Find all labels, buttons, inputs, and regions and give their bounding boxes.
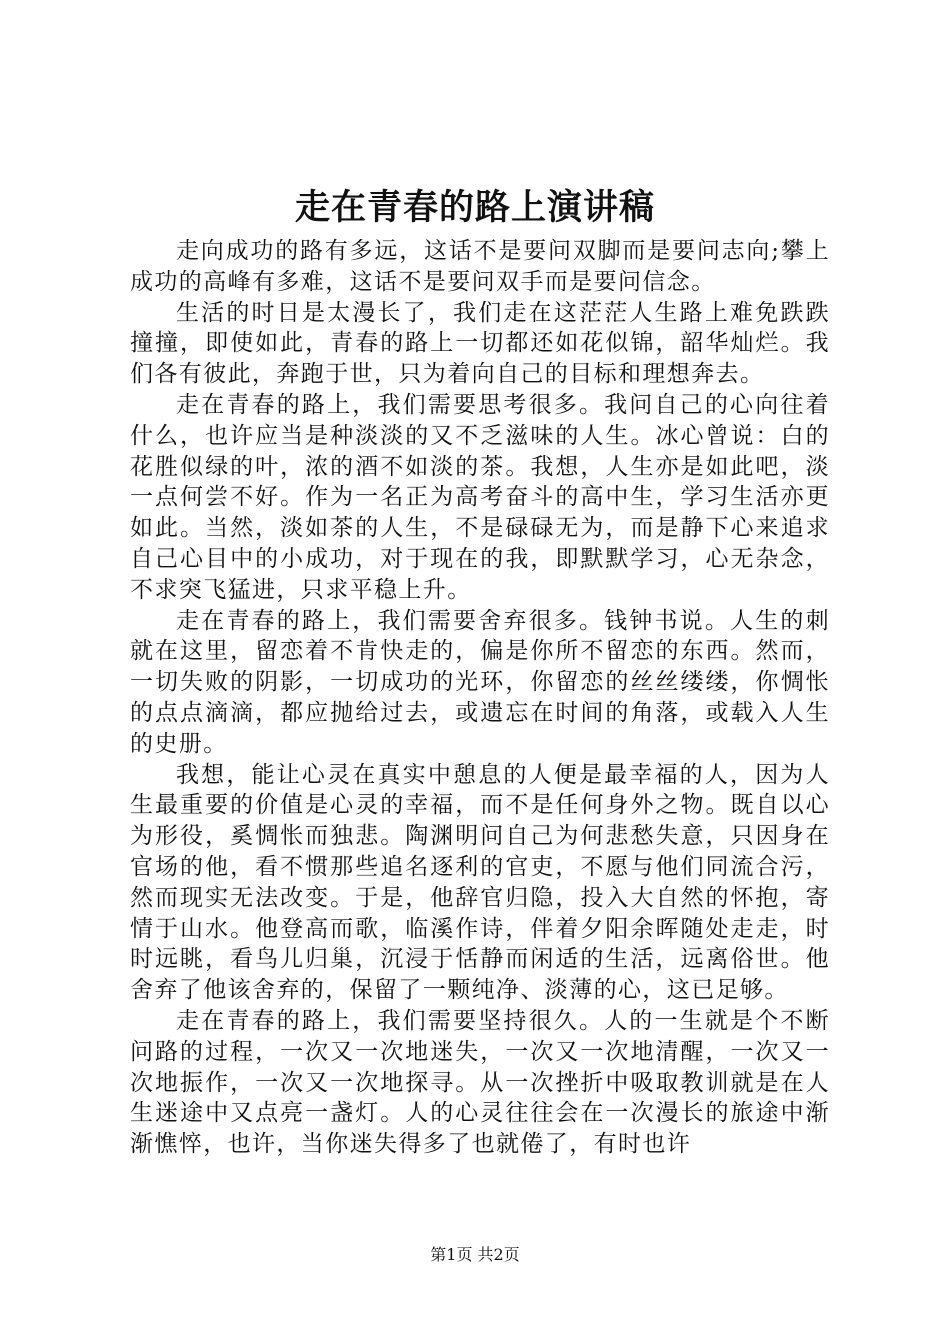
paragraph: 走在青春的路上，我们需要思考很多。我问自己的心向往着什么，也许应当是种淡淡的又不乏滋味的人生。冰心曾说：白的花胜似绿的叶，浓的酒不如淡的茶。我想，人生亦是如此吧，淡一点何尝不好。作为一名正为高考奋斗的高中生，学习生活亦更如此。当然，淡如茶的人生，不是碌碌无为，而是静下心来追求自己心目中的小成功，对于现在的我，即默默学习，心无杂念，不求突飞猛进，只求平稳上升。 bbox=[130, 391, 830, 603]
paragraph: 生活的时日是太漫长了，我们走在这茫茫人生路上难免跌跌撞撞，即使如此，青春的路上一切都还如花似锦，韶华灿烂。我们各有彼此，奔跑于世，只为着向自己的目标和理想奔去。 bbox=[130, 299, 830, 388]
page-footer: 第1页 共2页 bbox=[430, 1245, 520, 1264]
paragraph: 走在青春的路上，我们需要坚持很久。人的一生就是个不断问路的过程，一次又一次地迷失，一次又一次地清醒，一次又一次地振作，一次又一次地探寻。从一次挫折中吸取教训就是在人生迷途中又点亮一盏灯。人的心灵往往会在一次漫长的旅途中渐渐憔悴，也许，当你迷失得多了也就倦了，有时也许 bbox=[130, 1007, 830, 1158]
document-title: 走在青春的路上演讲稿 bbox=[294, 187, 655, 228]
document-body bbox=[130, 236, 830, 1160]
paragraph: 走向成功的路有多远，这话不是要问双脚而是要问志向;攀上成功的高峰有多难，这话不是要问双手而是要问信念。 bbox=[130, 238, 830, 295]
paragraph: 走在青春的路上，我们需要舍弃很多。钱钟书说。人生的刺就在这里，留恋着不肯快走的，偏是你所不留恋的东西。然而，一切失败的阴影，一切成功的光环，你留恋的丝丝缕缕，你惆怅的点点滴滴，都应抛给过去，或遗忘在时间的角落，或载入人生的史册。 bbox=[130, 607, 830, 757]
paragraph: 我想，能让心灵在真实中憩息的人便是最幸福的人，因为人生最重要的价值是心灵的幸福，而不是任何身外之物。既自以心为形役，奚惆怅而独悲。陶渊明问自己为何悲愁失意，只因身在官场的他，看不惯那些追名逐利的官吏，不愿与他们同流合污，然而现实无法改变。于是，他辞官归隐，投入大自然的怀抱，寄情于山水。他登高而歌，临溪作诗，伴着夕阳余晖随处走走，时时远眺，看鸟儿归巢，沉浸于恬静而闲适的生活，远离俗世。他舍弃了他该舍弃的，保留了一颗纯净、淡薄的心，这已足够。 bbox=[130, 761, 830, 1004]
